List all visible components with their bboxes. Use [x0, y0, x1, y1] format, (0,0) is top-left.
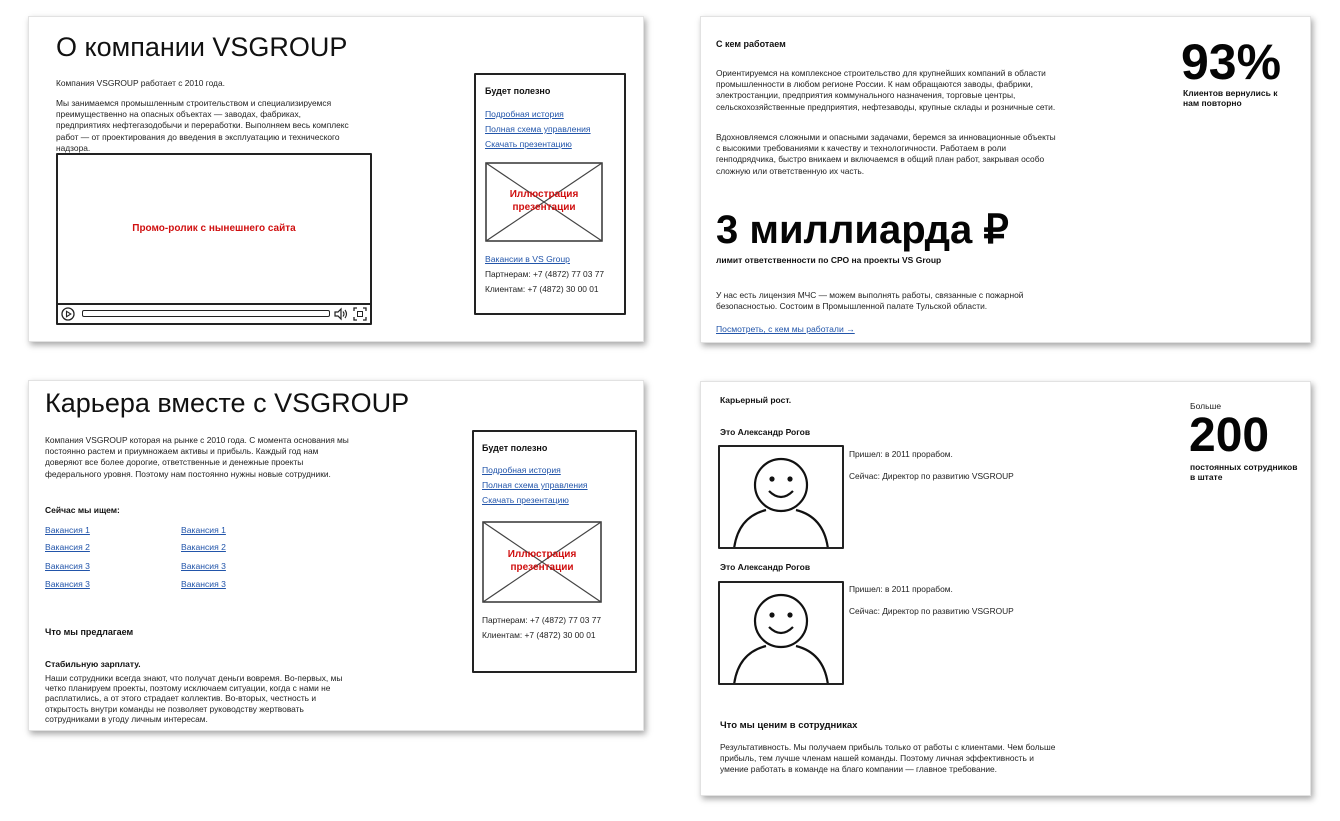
person-name: Это Александр Рогов: [720, 427, 811, 437]
company-description: Мы занимаемся промышленным строительством и специализируемся преимущественно на опасных объектах — заводах, фабриках, предприятиях нефтегазодобычи и переработки. Выполняем весь комплекс работ — от проектирования до введения в эксплуатацию и технического надзора.: [56, 98, 349, 153]
person-now: Сейчас: Директор по развитию VSGROUP: [849, 471, 1014, 481]
company-since: Компания VSGROUP работает с 2010 года.: [56, 78, 225, 88]
clients-phone: Клиентам: +7 (4872) 30 00 01: [482, 630, 596, 640]
panel-career-growth: [700, 381, 1311, 796]
fullscreen-icon[interactable]: [353, 307, 367, 321]
career-intro: Компания VSGROUP которая на рынке с 2010 года. С момента основания мы постоянно растем и приумножаем активы и прибыль. Каждый год нам доверяют все более дорогие, ответственные и денежные проекты федерального уровня. Поэтому нам постоянно нужны новые сотрудники.: [45, 435, 349, 479]
panel-career: [28, 380, 644, 731]
vacancy-link[interactable]: Вакансия 3: [45, 579, 90, 589]
video-controls: [58, 303, 370, 323]
person-name: Это Александр Рогов: [720, 562, 811, 572]
vacancy-link[interactable]: Вакансия 3: [181, 561, 226, 571]
staff-count-label: постоянных сотрудников в штате: [1190, 462, 1298, 482]
sidebar-title: Будет полезно: [485, 86, 551, 96]
partners-phone: Партнерам: +7 (4872) 77 03 77: [485, 269, 605, 279]
salary-title: Стабильную зарплату.: [45, 659, 141, 669]
link-management-scheme[interactable]: Полная схема управления: [482, 480, 588, 490]
repeat-clients-label: Клиентов вернулись к нам повторно: [1183, 88, 1278, 108]
vacancy-link[interactable]: Вакансия 2: [45, 542, 90, 552]
panel-clients: [700, 16, 1311, 343]
career-growth-heading: Карьерный рост.: [720, 395, 792, 405]
staff-count: 200: [1189, 409, 1270, 462]
person-came: Пришел: в 2011 прорабом.: [849, 584, 953, 594]
link-vacancies[interactable]: Вакансии в VS Group: [485, 254, 570, 264]
partners-phone: Партнерам: +7 (4872) 77 03 77: [482, 615, 602, 625]
illustration-label: Иллюстрация презентации: [509, 189, 579, 213]
link-history[interactable]: Подробная история: [482, 465, 561, 475]
avatar-face-icon: [720, 447, 842, 547]
person-came: Пришел: в 2011 прорабом.: [849, 449, 953, 459]
clients-paragraph-2: Вдохновляемся сложными и опасными задачами, беремся за инновационные объекты с высокими требованиями к качеству и технологичности. Работаем в роли генподрядчика, быстро вникаем и включаемся в общий план работ, закрывая особо сложную или ответственную их часть.: [716, 132, 1056, 176]
vacancy-link[interactable]: Вакансия 3: [181, 579, 226, 589]
person-photo: [718, 445, 844, 549]
clients-phone: Клиентам: +7 (4872) 30 00 01: [485, 284, 599, 294]
license-paragraph: У нас есть лицензия МЧС — можем выполнять работы, связанные с пожарной безопасностью. Состоим в Промышленной палате Тульской области.: [716, 290, 1024, 312]
vacancy-link[interactable]: Вакансия 2: [181, 542, 226, 552]
useful-sidebar: [474, 73, 626, 315]
seeking-heading: Сейчас мы ищем:: [45, 505, 120, 515]
career-title: Карьера вместе с VSGROUP: [45, 388, 410, 418]
liability-label: лимит ответственности по СРО на проекты VS Group: [716, 255, 942, 265]
illustration-label: Иллюстрация презентации: [507, 549, 577, 573]
link-management-scheme[interactable]: Полная схема управления: [485, 124, 591, 134]
staff-more: Больше: [1190, 401, 1222, 411]
offer-heading: Что мы предлагаем: [45, 627, 134, 637]
clients-link[interactable]: Посмотреть, с кем мы работали →: [716, 324, 855, 334]
volume-icon[interactable]: [333, 307, 349, 321]
useful-sidebar: [472, 430, 637, 673]
sidebar-title: Будет полезно: [482, 443, 548, 453]
video-placeholder-label: Промо-ролик с нынешнего сайта: [132, 223, 296, 234]
vacancy-link[interactable]: Вакансия 1: [45, 525, 90, 535]
link-download-presentation[interactable]: Скачать презентацию: [485, 139, 572, 149]
person-now: Сейчас: Директор по развитию VSGROUP: [849, 606, 1014, 616]
link-history[interactable]: Подробная история: [485, 109, 564, 119]
clients-paragraph-1: Ориентируемся на комплексное строительство для крупнейших компаний в области промышленности в любом регионе России. К нам обращаются заводы, фабрики, электростанции, предприятия коммунального назначения, торговые центры, сельскохозяйственные предприятия, нефтезаводы, крупные склады и розничные сети.: [716, 68, 1056, 112]
play-icon[interactable]: [61, 307, 75, 321]
avatar-face-icon: [720, 583, 842, 683]
liability-stat: 3 миллиарда ₽: [716, 208, 1009, 252]
values-text: Результативность. Мы получаем прибыль только от работы с клиентами. Чем больше прибыль, тем лучше членам нашей команды. Поэтому личная эффективность и умение работать в команде на благо компании — главное требование.: [720, 742, 1056, 775]
presentation-illustration: [482, 521, 602, 603]
vacancy-link[interactable]: Вакансия 3: [45, 561, 90, 571]
video-player[interactable]: [56, 153, 372, 325]
person-photo: [718, 581, 844, 685]
presentation-illustration: [485, 162, 603, 242]
panel-about: [28, 16, 644, 342]
vacancy-link[interactable]: Вакансия 1: [181, 525, 226, 535]
values-heading: Что мы ценим в сотрудниках: [720, 720, 858, 731]
repeat-clients-stat: 93%: [1181, 34, 1282, 90]
link-download-presentation[interactable]: Скачать презентацию: [482, 495, 569, 505]
salary-text: Наши сотрудники всегда знают, что получат деньги вовремя. Во-первых, мы четко планируем проекты, поэтому исключаем ситуации, когда с нами не расплатились, а от этого страдает коллектив. Во-вторых, честность и открытость внутри команды не позволяет руководству жертвовать сотрудниками в угоду личным интересам.: [45, 673, 343, 724]
clients-heading: С кем работаем: [716, 39, 786, 49]
video-progress-bar[interactable]: [82, 310, 330, 317]
page-title: О компании VSGROUP: [56, 32, 348, 62]
